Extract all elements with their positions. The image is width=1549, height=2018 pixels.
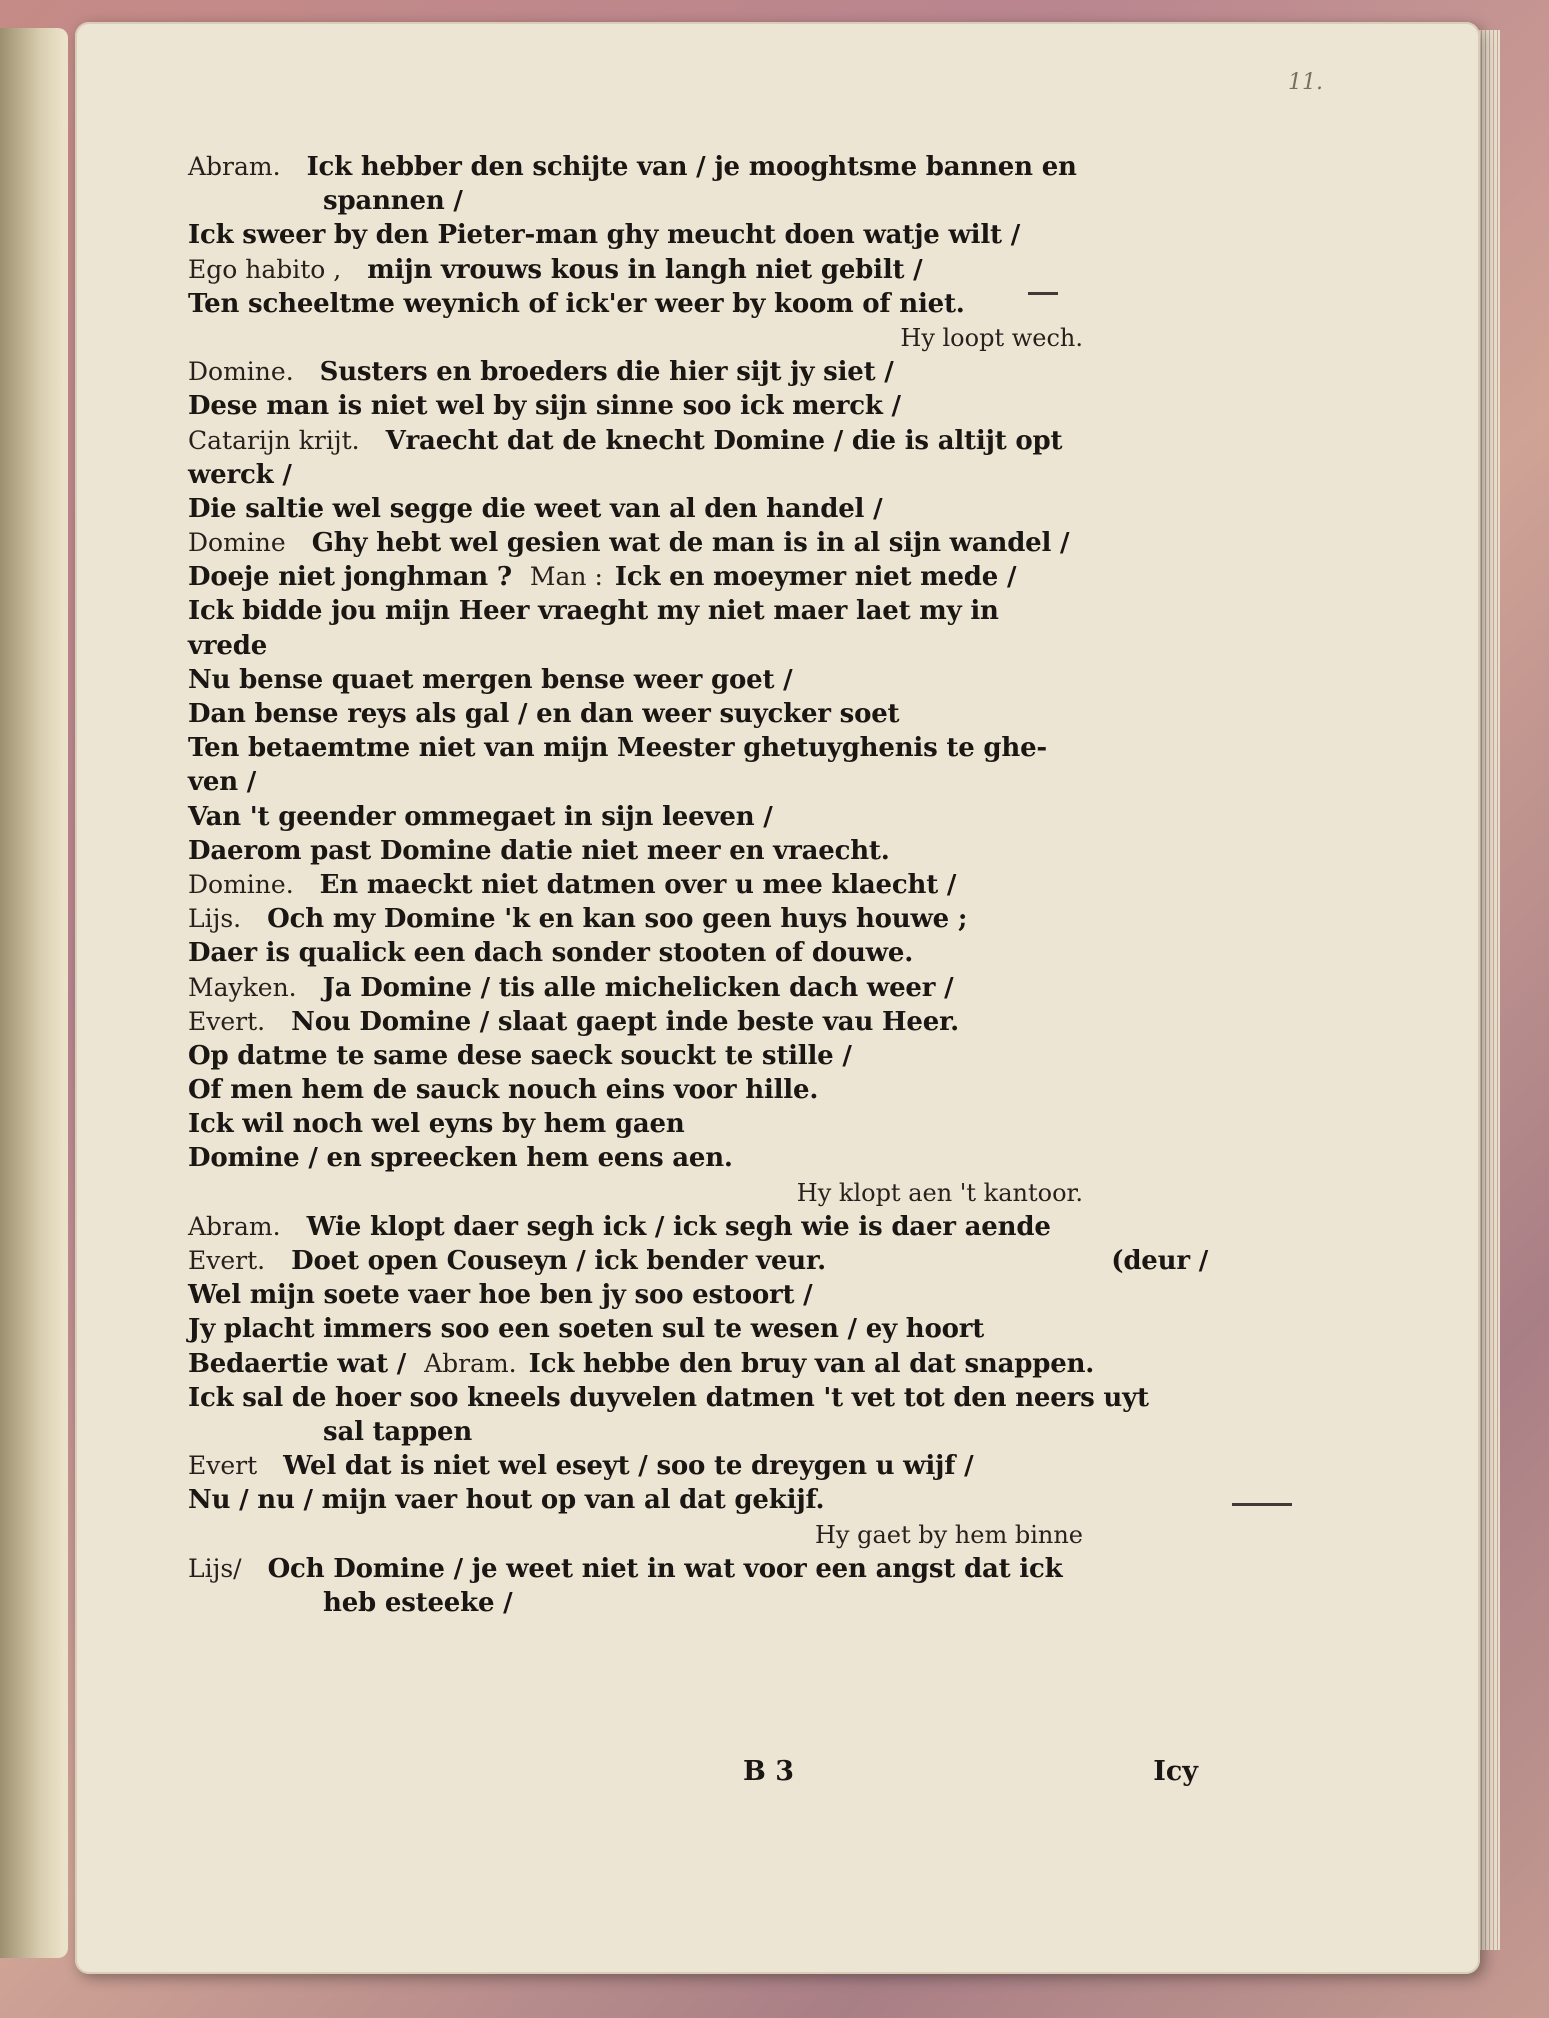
facing-page-edge [0, 28, 68, 1958]
verse-line [188, 594, 1208, 628]
play-text-block [188, 150, 1208, 1620]
verse-line [188, 1586, 1208, 1620]
verse-line [188, 1347, 1208, 1381]
line-text: Nu bense quaet mergen bense weer goet / [188, 664, 793, 695]
stage-direction-text: Hy gaet by hem binne [814, 1520, 1083, 1549]
speaker-name: Domine [188, 528, 286, 558]
verse-line [188, 1107, 1208, 1141]
speaker-name: Evert [188, 1451, 258, 1481]
verse-line [188, 389, 1208, 423]
line-text: Ick wil noch wel eyns by hem gaen [188, 1109, 685, 1140]
speaker-name: Lijs. [188, 904, 242, 934]
speaker-name: Catarijn krijt. [188, 425, 360, 455]
verse-line [188, 1073, 1208, 1107]
line-text: Ten scheeltme weynich of ick'er weer by koom of niet. [188, 288, 965, 319]
speaker-name: Domine. [188, 869, 294, 899]
speaker-name: Abram. [188, 152, 281, 181]
verse-line [188, 629, 1208, 663]
line-text: Ick sweer by den Pieter-man ghy meucht doen watje wilt / [188, 220, 1020, 251]
line-text: En maeckt niet datmen over u mee klaecht / [319, 869, 957, 900]
line-text: Ten betaemtme niet van mijn Meester ghetuyghenis te ghe- [188, 733, 1048, 764]
line-text: vrede [188, 630, 268, 661]
line-text: Wie klopt daer segh ick / ick segh wie is daer aende [306, 1211, 1051, 1242]
verse-line [188, 424, 1208, 458]
verse-line [188, 731, 1208, 765]
page-footer [188, 1756, 1208, 1796]
line-text: Dese man is niet wel by sijn sinne soo ick merck / [188, 391, 901, 422]
folio-number: 11. [1288, 70, 1323, 95]
verse-line [188, 458, 1208, 492]
verse-line [188, 868, 1208, 902]
line-text: Op datme te same dese saeck souckt te stille / [188, 1040, 852, 1071]
line-text: Domine / en spreecken hem eens aen. [188, 1143, 733, 1174]
verse-line [188, 971, 1208, 1005]
verse-line [188, 1244, 1208, 1278]
verse-line [188, 492, 1208, 526]
verse-line [188, 1210, 1208, 1244]
line-text: Dan bense reys als gal / en dan weer suycker soet [188, 699, 900, 729]
line-text: Nou Domine / slaat gaept inde beste vau Heer. [291, 1006, 960, 1037]
verse-line [188, 1449, 1208, 1483]
line-text: Van 't geender ommegaet in sijn leeven / [188, 801, 773, 832]
verse-line [188, 150, 1208, 184]
line-text: Daerom past Domine datie niet meer en vraecht. [188, 835, 890, 866]
verse-line [188, 1381, 1208, 1415]
verse-line [188, 800, 1208, 834]
verse-line [188, 1415, 1208, 1449]
verse-line [188, 697, 1208, 731]
line-text: Ick bidde jou mijn Heer vraeght my niet maer laet my in [188, 596, 999, 627]
line-text: Susters en broeders die hier sijt jy siet / [319, 357, 894, 388]
verse-line [188, 218, 1208, 252]
line-text: Ick sal de hoer soo kneels duyvelen datmen 't vet tot den neers uyt [188, 1382, 1149, 1413]
line-text: Doeje niet jonghman ? [188, 562, 512, 593]
line-text: Ick en moeymer niet mede / [614, 562, 1017, 593]
line-text: Bedaertie wat / [188, 1348, 407, 1379]
line-text: Ghy hebt wel gesien wat de man is in al sijn wandel / [311, 528, 1070, 559]
stage-direction [188, 1518, 1208, 1552]
verse-line [188, 1039, 1208, 1073]
speaker-name: Lijs/ [188, 1553, 242, 1583]
line-text: Och my Domine 'k en kan soo geen huys houwe ; [267, 904, 968, 935]
line-text: Of men hem de sauck nouch eins voor hille. [188, 1075, 819, 1106]
stage-direction-text: Hy loopt wech. [900, 323, 1083, 352]
runover-word: (deur / [1111, 1246, 1208, 1276]
stage-direction [188, 1176, 1208, 1210]
speaker-name: Evert. [188, 1006, 266, 1036]
verse-line [188, 184, 1208, 218]
verse-line [188, 834, 1208, 868]
catchword: Icy [1153, 1756, 1198, 1787]
verse-line [188, 765, 1208, 799]
speaker-name: Man : [529, 562, 603, 592]
verse-line [188, 1483, 1208, 1517]
margin-mark [1028, 292, 1058, 295]
line-text: Ick hebber den schijte van / je mooghtsme bannen en [306, 152, 1077, 182]
line-text: Och Domine / je weet niet in wat voor een angst dat ick [267, 1553, 1063, 1584]
stage-direction [188, 321, 1208, 355]
verse-line [188, 560, 1208, 594]
line-text: mijn vrouws kous in langh niet gebilt / [367, 254, 923, 285]
line-text: ven / [188, 767, 257, 798]
verse-line [188, 663, 1208, 697]
speaker-name: Ego habito , [188, 254, 342, 284]
verse-line [188, 1005, 1208, 1039]
verse-line [188, 1278, 1208, 1312]
speaker-name: Evert. [188, 1246, 266, 1275]
verse-line [188, 1141, 1208, 1175]
speaker-name: Mayken. [188, 972, 297, 1002]
verse-line [188, 253, 1208, 287]
margin-mark [1232, 1503, 1292, 1506]
line-text: Die saltie wel segge die weet van al den handel / [188, 493, 883, 524]
line-text: Jy placht immers soo een soeten sul te wesen / ey hoort [188, 1314, 985, 1345]
line-text: Doet open Couseyn / ick bender veur. [291, 1246, 826, 1276]
line-text: Wel dat is niet wel eseyt / soo te dreygen u wijf / [283, 1451, 974, 1482]
verse-line [188, 1312, 1208, 1346]
line-text: spannen / [323, 186, 463, 217]
signature-mark: B 3 [743, 1756, 795, 1787]
line-text: Ick hebbe den bruy van al dat snappen. [528, 1348, 1095, 1379]
page-block-edge [1478, 30, 1500, 1950]
verse-line [188, 526, 1208, 560]
verse-line [188, 355, 1208, 389]
line-text: Wel mijn soete vaer hoe ben jy soo estoort / [188, 1280, 813, 1311]
line-text: heb esteeke / [323, 1587, 513, 1618]
speaker-name: Abram. [188, 1211, 281, 1241]
verse-line [188, 1552, 1208, 1586]
line-text: Ja Domine / tis alle michelicken dach weer / [322, 972, 954, 1003]
verse-line [188, 936, 1208, 970]
speaker-name: Abram. [424, 1348, 517, 1378]
line-text: Nu / nu / mijn vaer hout op van al dat gekijf. [188, 1485, 825, 1516]
line-text: Vraecht dat de knecht Domine / die is altijt opt [385, 425, 1063, 456]
speaker-name: Domine. [188, 357, 294, 387]
verse-line [188, 902, 1208, 936]
stage-direction-text: Hy klopt aen 't kantoor. [796, 1178, 1083, 1207]
line-text: Daer is qualick een dach sonder stooten of douwe. [188, 938, 914, 969]
line-text: sal tappen [323, 1416, 473, 1447]
line-text: werck / [188, 459, 292, 490]
